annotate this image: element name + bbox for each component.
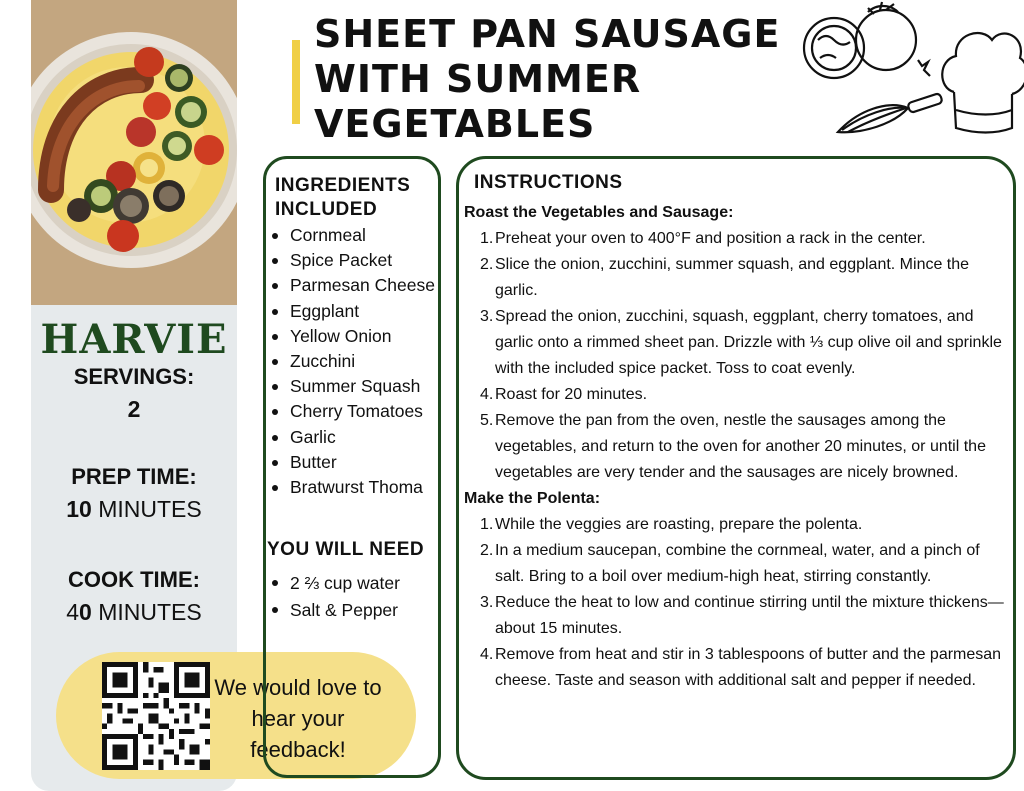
list-item: Cornmeal — [270, 223, 435, 248]
list-item: Butter — [270, 450, 435, 475]
ingredients-list — [270, 223, 435, 500]
step-item: 5. Remove the pan from the oven, nestle the sausages among the vegetables, and return to the oven for another 20 minutes, or until the vegetables are very tender and the sausages are nicely browned. — [480, 412, 986, 481]
page-title: SHEET PAN SAUSAGE WITH SUMMER VEGETABLES — [314, 12, 781, 146]
section-heading: Roast the Vegetables and Sausage: — [464, 204, 734, 221]
qr-code-icon[interactable] — [102, 662, 210, 770]
you-will-need-title: YOU WILL NEED — [267, 539, 425, 560]
title-accent-bar — [292, 40, 300, 124]
you-will-need-list — [270, 570, 400, 624]
list-item: Parmesan Cheese — [270, 273, 435, 298]
cook-time-value: 40 MINUTES — [66, 599, 202, 625]
list-item: Zucchini — [270, 349, 435, 374]
list-item: 2 ⅔ cup water — [270, 570, 400, 597]
dish-photo — [31, 0, 237, 305]
ingredients-title: INGREDIENTS INCLUDED — [275, 175, 411, 220]
servings-label: SERVINGS: — [73, 364, 195, 389]
tomato-icon — [804, 2, 930, 78]
steps-list — [464, 512, 1004, 694]
step-item: 1. While the veggies are roasting, prepare the polenta. — [480, 516, 863, 533]
whisk-icon — [838, 93, 943, 132]
instructions-body — [464, 200, 1004, 694]
servings-value: 2 — [127, 396, 141, 422]
kitchen-illustration — [798, 0, 1024, 150]
step-item: 2. Slice the onion, zucchini, summer squash, and eggplant. Mince the garlic. — [480, 256, 970, 299]
section-heading: Make the Polenta: — [464, 490, 601, 507]
steps-list — [464, 226, 1004, 486]
step-item: 4. Remove from heat and stir in 3 tablespoons of butter and the parmesan cheese. Taste and season with additional salt and pepper if needed. — [480, 646, 1002, 689]
step-item: 2. In a medium saucepan, combine the cornmeal, water, and a pinch of salt. Bring to a boil over medium-high heat, stirring constantly. — [480, 542, 980, 585]
step-item: 3. Reduce the heat to low and continue stirring until the mixture thickens—about 15 minutes. — [480, 594, 1004, 637]
list-item: Spice Packet — [270, 248, 435, 273]
prep-time-label: PREP TIME: — [71, 464, 197, 489]
list-item: Garlic — [270, 425, 435, 450]
prep-time-value: 10 MINUTES — [66, 496, 202, 522]
brand-logo: HARVIE — [40, 316, 228, 363]
list-item: Cherry Tomatoes — [270, 399, 435, 424]
list-item: Eggplant — [270, 299, 435, 324]
step-item: 4. Roast for 20 minutes. — [480, 386, 648, 403]
cook-time-label: COOK TIME: — [68, 567, 200, 592]
list-item: Summer Squash — [270, 374, 435, 399]
step-item: 1. Preheat your oven to 400°F and position a rack in the center. — [480, 230, 926, 247]
instructions-title: INSTRUCTIONS — [474, 172, 623, 193]
list-item: Bratwurst Thoma — [270, 475, 435, 500]
feedback-text: We would love to hear your feedback! — [214, 675, 382, 762]
list-item: Yellow Onion — [270, 324, 435, 349]
step-item: 3. Spread the onion, zucchini, squash, eggplant, cherry tomatoes, and garlic onto a rimmed sheet pan. Drizzle with ⅓ cup olive oil and sprinkle with the included spice packet. Toss to coat evenly. — [480, 308, 1002, 377]
chef-hat-icon — [942, 33, 1024, 132]
list-item: Salt & Pepper — [270, 597, 400, 624]
